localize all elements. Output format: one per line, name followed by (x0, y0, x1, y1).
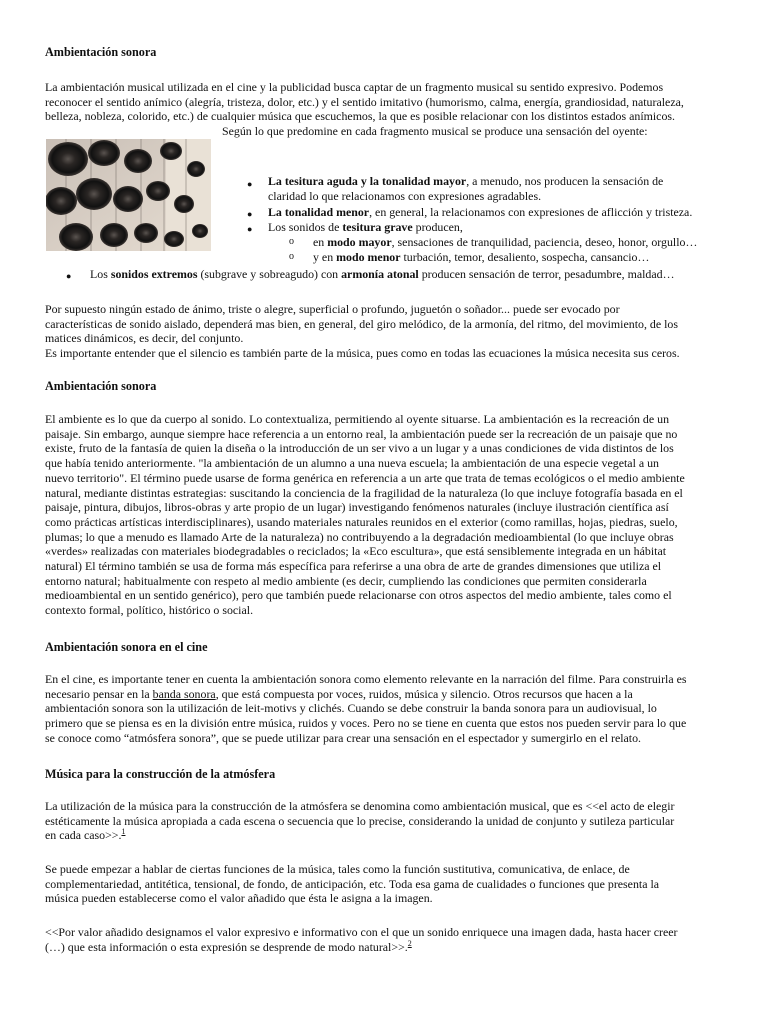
text-line: entorno natural; habitualmente con respeto al medio ambiente (es decir, cumpliendo las condiciones que permiten considerarla (45, 573, 647, 588)
text-line: como prácticas artísticas interdisciplinares), usando materiales naturales reunidos en el exterior (como ramillas, hojas, piedras, suelo, (45, 514, 678, 529)
bold-term: La tesitura aguda y la tonalidad mayor (268, 174, 467, 188)
list-item (268, 205, 692, 220)
item-text: Los (90, 267, 111, 281)
text-line: se conoce como “atmósfera sonora”, que se puede utilizar para crear una sensación en el espectador y sumergirlo en el relato. (45, 730, 642, 745)
text-line: matices dinámicos, es decir, del conjunto. (45, 331, 244, 346)
text-line: ambientación sonora son la utilización de leit-motivs y clichés. Cuando se debe construir la banda sonora para un audiovisual, lo (45, 701, 657, 716)
text-line: contexto formal, político, histórico o social. (45, 603, 254, 618)
bold-term: armonía atonal (341, 267, 419, 281)
section-heading: Música para la construcción de la atmósfera (45, 767, 276, 781)
text-line: nuevo territorio". El término puede usarse de forma genérica en referencia a un arte que trata de temas ecológicos o el medio ambiente (45, 470, 685, 485)
list-item-continued: claridad lo que relacionamos con expresiones agradables. (268, 189, 542, 203)
section-heading: Ambientación sonora en el cine (45, 640, 208, 654)
bold-term: sonidos extremos (110, 267, 198, 281)
paragraph (45, 302, 725, 361)
banda-sonora-link[interactable]: banda sonora (152, 686, 216, 701)
text-line: paisaje, pintura, dibujos, libros-obras y arte propio de un lugar) investigando fenómenos naturales (incluye ilustración científica así (45, 500, 669, 515)
text-line: Según lo que predomine en cada fragmento musical se produce una sensación del oyente: (222, 124, 648, 138)
text-line: natural) El término también se usa de forma más específica para referirse a una obra de arte de grandes dimensiones que utiliza el (45, 559, 662, 574)
text-line: Por supuesto ningún estado de ánimo, triste o alegre, superficial o profundo, juguetón o soñador... puede ser evocado por (45, 302, 620, 316)
bold-term: tesitura grave (342, 220, 413, 234)
list-item (268, 174, 663, 189)
text-line: medioambiental en un sentido genérico), pero que también puede relacionarse con otros aspectos del medio ambiente, tales como el (45, 588, 672, 603)
bold-term: modo menor (336, 250, 401, 264)
bullet-icon: ● (247, 224, 253, 234)
bullet-icon: ● (247, 209, 253, 219)
text-fragment: en cada caso>>. (45, 828, 122, 843)
list-item (90, 267, 674, 282)
section-heading: Ambientación sonora (45, 379, 157, 393)
text-line: música pueden establecerse como el valor añadido que ésta le asigna a la imagen. (45, 891, 433, 906)
paragraph (45, 412, 725, 618)
paragraph (45, 862, 725, 906)
item-text: en (313, 235, 328, 249)
text-line: belleza, nobleza, colorido, etc.) de cualquier música que escuchemos, la que es posible relacionar con los distintos estados anímicos. (45, 109, 675, 124)
text-line (45, 940, 725, 955)
item-text: , sensaciones de tranquilidad, paciencia, deseo, honor, orgullo… (391, 235, 698, 249)
text-fragment: , que está compuesta por voces, ruidos, música y silencio. Otros recursos que hacen a la (215, 686, 633, 701)
circle-bullet-icon: o (289, 251, 294, 262)
text-line: plumas; lo que a menudo es llamado Arte de la naturaleza) no contribuyendo a la degradación medioambiental (lo que incluye obras (45, 529, 674, 544)
paragraph (45, 799, 725, 843)
text-line (45, 828, 725, 843)
text-line: «verdes» realizadas con materiales biodegradables o reciclados; la «Eco escultura», que está sensiblemente integrada en un hábitat (45, 544, 667, 559)
text-line: características de sonido aislado, dependerá mas bien, en general, del giro melódico, de la armonía, del ritmo, del movimiento, de los (45, 316, 678, 331)
item-text: producen sensación de terror, pesadumbre, maldad… (418, 267, 675, 281)
item-text: Los sonidos de (268, 220, 343, 234)
text-line: <<Por valor añadido designamos el valor expresivo e informativo con el que un sonido enriquece una imagen dada, hasta hacer creer (45, 925, 678, 939)
text-line (45, 687, 725, 702)
item-text: , en general, la relacionamos con expresiones de aflicción y tristeza. (369, 205, 693, 219)
sensation-list (0, 0, 768, 300)
text-line: La utilización de la música para la construcción de la atmósfera se denomina como ambientación musical, que es <<el acto de elegir (45, 799, 675, 813)
text-line: primero que se piensa es en la división entre música, ruidos y voces. Pero no se tiene en cuenta que estos nos pueden servir para lo que (45, 716, 687, 731)
text-line: En el cine, es importante tener en cuenta la ambientación sonora como elemento relevante en la narración del filme. Para construirla es (45, 672, 687, 686)
text-line: que había tenido anteriormente. "la ambientación de un alumno a una nueva escuela; la ambientación de una especie vegetal a un (45, 456, 659, 471)
item-text: (subgrave y sobreagudo) con (197, 267, 342, 281)
text-line: natural, mediante distintas estrategias: suscitando la conciencia de la fragilidad de la naturaleza (lo que incluye fotografía basada en el (45, 485, 683, 500)
item-text: y en (313, 250, 337, 264)
item-text: turbación, temor, desaliento, sospecha, cansancio… (400, 250, 650, 264)
text-line: paisaje. Sin embargo, aunque siempre hace referencia a un entorno real, la ambientación puede ser la recreación de un paisaje que no (45, 426, 678, 441)
bullet-icon: ● (247, 179, 253, 189)
text-line: existe, fruto de la fantasía de quien la diseña o la introducción de un ser vivo a un lugar y a unas condiciones de vida distintos de los (45, 441, 674, 456)
text-line: La ambientación musical utilizada en el cine y la publicidad busca captar de un fragmento musical su sentido expresivo. Podemos (45, 80, 664, 94)
paragraph (45, 672, 725, 746)
text-fragment: necesario pensar en la (45, 686, 153, 701)
bullet-icon: ● (66, 271, 72, 281)
sub-list-item (313, 235, 697, 250)
text-line: estéticamente la música apropiada a cada escena o secuencia que lo precise, considerando la unidad de conjunto y sutileza particular (45, 813, 675, 828)
text-line: Es importante entender que el silencio es también parte de la música, pues como en todas las ecuaciones la música necesita sus ceros. (45, 346, 680, 361)
item-text: , a menudo, nos producen la sensación de (466, 174, 664, 188)
footnote-link[interactable]: 1 (121, 827, 126, 837)
bold-term: modo mayor (327, 235, 392, 249)
footnote-link[interactable]: 2 (407, 938, 412, 948)
bold-term: La tonalidad menor (268, 205, 370, 219)
quote-paragraph (45, 925, 725, 954)
section-heading: Ambientación sonora (45, 45, 157, 59)
sub-list-item (313, 250, 649, 265)
text-line: El ambiente es lo que da cuerpo al sonido. Lo contextualiza, permitiendo al oyente situarse. La ambientación es la recreación de un (45, 412, 670, 426)
text-line: reconocer el sentido anímico (alegría, tristeza, dolor, etc.) y el sentido imitativo (humorismo, calma, energía, grandiosidad, naturaleza, (45, 94, 684, 109)
item-text: producen, (412, 220, 463, 234)
list-item (268, 220, 463, 235)
text-line: complementariedad, antitética, tensional, de fondo, de anticipación, etc. Toda esa gama de cualidades o funciones que presenta la (45, 876, 660, 891)
circle-bullet-icon: o (289, 236, 294, 247)
text-line: Se puede empezar a hablar de ciertas funciones de la música, tales como la función sustitutiva, comunicativa, de enlace, de (45, 862, 630, 876)
text-fragment: (…) que esta información o esta expresión se desprende de modo natural>>. (45, 939, 408, 954)
